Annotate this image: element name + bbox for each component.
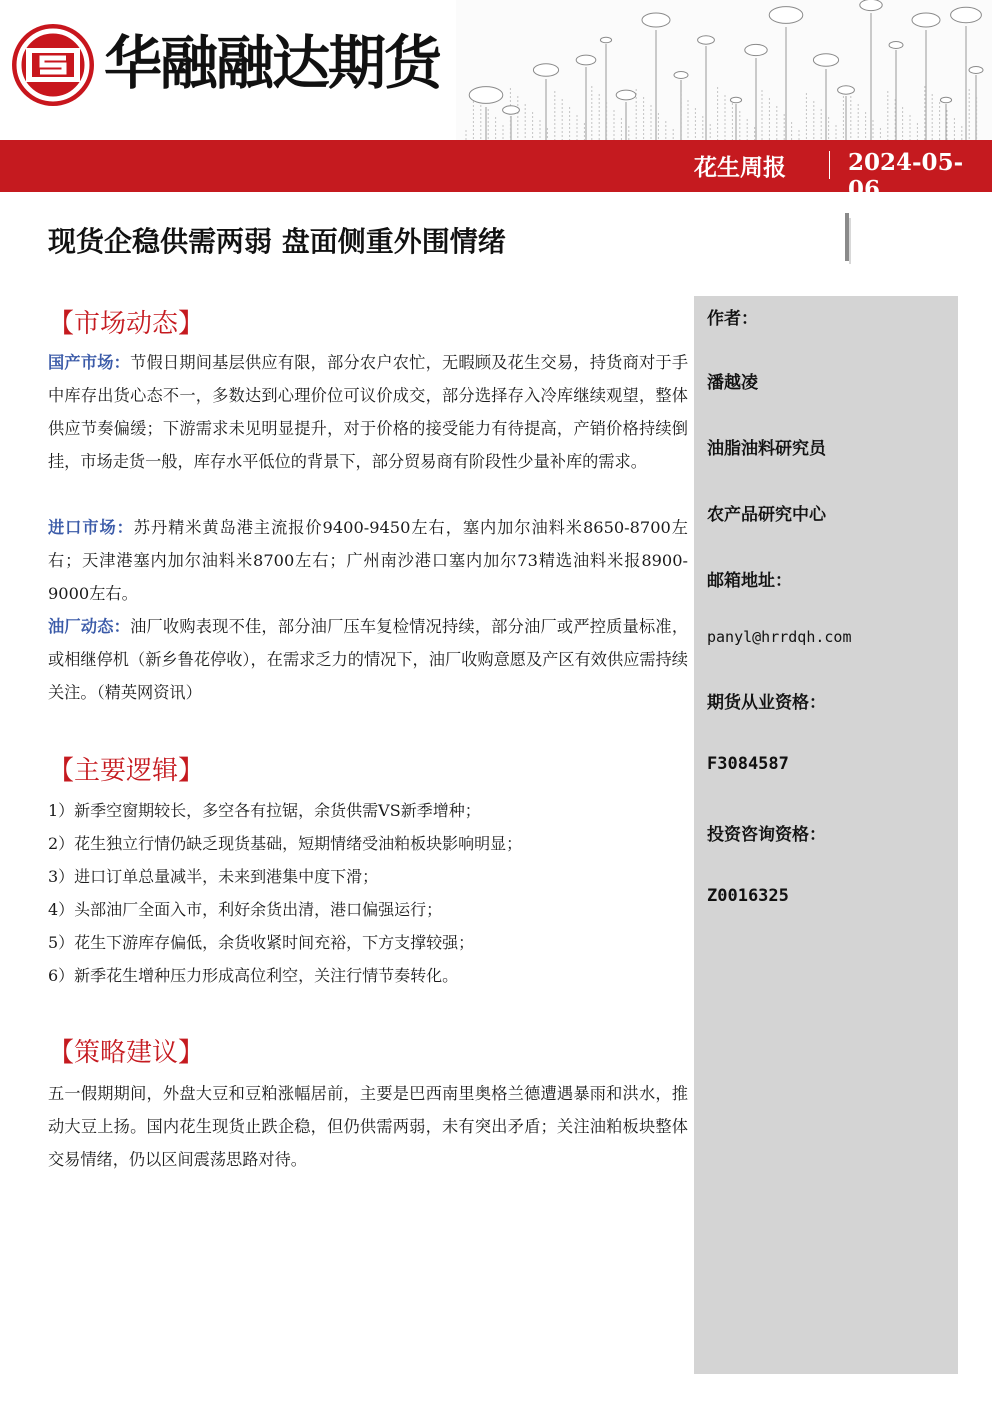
deco-pin-head (813, 54, 838, 67)
deco-pin-head (745, 44, 767, 55)
logic-item: 5）花生下游库存偏低，余货收紧时间充裕，下方支撑较强； (48, 933, 475, 952)
title-marker-shadow (849, 218, 851, 264)
report-type: 花生周报 (694, 155, 786, 181)
author-name: 潘越凌 (707, 373, 758, 393)
department: 农产品研究中心 (707, 505, 826, 525)
domestic-market-paragraph (48, 346, 688, 478)
deco-pin-head (616, 90, 636, 100)
company-name: 华融融达期货 (104, 29, 441, 97)
deco-pin-head (576, 55, 596, 65)
deco-pin-head (860, 0, 882, 11)
deco-pin-head (889, 42, 903, 49)
email-link[interactable]: panyl@hrrdqh.com (707, 628, 852, 646)
logic-list (48, 794, 688, 992)
header-decoration (456, 0, 992, 140)
author-title: 油脂油料研究员 (707, 439, 826, 459)
deco-pin-head (969, 67, 983, 74)
deco-pin-head (503, 106, 520, 114)
mill-news-text: 油厂收购表现不佳，部分油厂压车复检情况持续，部分油厂或严控质量标准，或相继停机（新乡鲁花停收），在需求乏力的情况下，油厂收购意愿及产区有效供应需持续关注。（精英网资讯） (48, 617, 689, 702)
banner-divider (829, 151, 830, 179)
deco-pin-head (951, 7, 982, 22)
report-title: 现货企稳供需两弱 盘面侧重外围情绪 (48, 225, 506, 258)
deco-pin-head (600, 37, 611, 43)
deco-pin-head (642, 13, 670, 27)
report-date: 2024-05-06 (848, 149, 964, 203)
import-market-paragraph (48, 511, 688, 610)
mill-news-paragraph (48, 610, 688, 709)
deco-pin-head (674, 72, 688, 79)
domestic-market-text: 节假日期间基层供应有限，部分农户农忙，无暇顾及花生交易，持货商对于手中库存出货心态不一，多数达到心理价位可议价成交，部分选择存入冷库继续观望，整体供应节奏偏缓；下游需求未见明显提升，对于价格的接受能力有待提高，产销价格持续倒挂，市场走货一般，库存水平低位的背景下，部分贸易商有阶段性少量补库的需求。 (48, 353, 689, 471)
deco-pin-head (698, 36, 715, 44)
email-label: 邮箱地址： (707, 571, 792, 591)
import-market-label: 进口市场： (48, 518, 134, 537)
strategy-text: 五一假期期间，外盘大豆和豆粕涨幅居前，主要是巴西南里奥格兰德遭遇暴雨和洪水，推动大豆上扬。国内花生现货止跌企稳，但仍供需两弱，未有突出矛盾；关注油粕板块整体交易情绪，仍以区间震荡思路对待。 (48, 1084, 688, 1169)
strategy-heading: 【策略建议】 (48, 1038, 205, 1068)
logo-emblem-icon (12, 24, 94, 106)
author-label: 作者： (707, 309, 758, 329)
import-market-text: 苏丹精米黄岛港主流报价9400-9450左右，塞内加尔油料米8650-8700左右；天津港塞内加尔油料米8700左右；广州南沙港口塞内加尔73精选油料米报8900-9000左右。 (48, 518, 688, 603)
deco-pin-head (940, 97, 951, 103)
logic-item: 6）新季花生增种压力形成高位利空，关注行情节奏转化。 (48, 966, 459, 985)
deco-pin-head (769, 7, 803, 24)
header-banner (0, 140, 992, 203)
consult-qual-number: Z0016325 (707, 886, 789, 906)
domestic-market-label: 国产市场： (48, 353, 131, 372)
logic-item: 3）进口订单总量减半，未来到港集中度下滑； (48, 867, 379, 886)
deco-pin-head (469, 87, 503, 104)
consult-qual-label: 投资咨询资格： (707, 825, 826, 845)
futures-qual-number: F3084587 (707, 754, 789, 774)
logic-heading: 【主要逻辑】 (48, 756, 205, 786)
market-heading: 【市场动态】 (48, 309, 205, 339)
deco-pin-head (730, 97, 741, 103)
deco-pin-head (912, 13, 940, 27)
logic-item: 4）头部油厂全面入市，利好余货出清，港口偏强运行； (48, 900, 443, 919)
logic-item: 1）新季空窗期较长，多空各有拉锯，余货供需VS新季增种； (48, 801, 481, 820)
futures-qual-label: 期货从业资格： (707, 693, 826, 713)
author-sidebar (694, 296, 958, 1374)
deco-pin-head (838, 86, 855, 94)
logic-item: 2）花生独立行情仍缺乏现货基础，短期情绪受油粕板块影响明显； (48, 834, 523, 853)
mill-news-label: 油厂动态： (48, 617, 131, 636)
deco-pin-head (533, 64, 558, 77)
company-logo (12, 24, 452, 108)
